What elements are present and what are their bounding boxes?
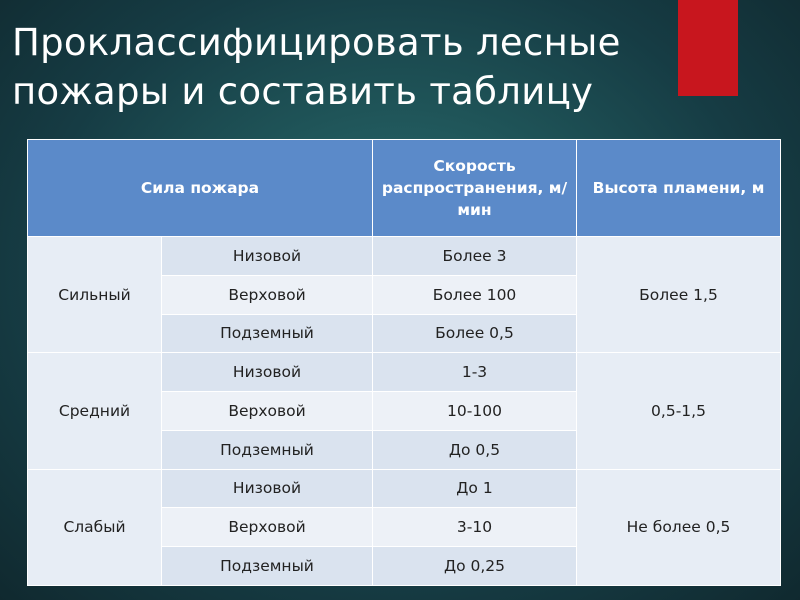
fire-type-cell: Низовой	[162, 237, 373, 276]
strength-cell-medium: Средний	[28, 353, 162, 469]
header-flame-height: Высота пламени, м	[577, 140, 781, 237]
table-header-row	[28, 140, 781, 237]
height-cell-medium: 0,5-1,5	[577, 353, 781, 469]
fire-type-cell: Подземный	[162, 430, 373, 469]
table-row	[28, 469, 781, 508]
speed-cell: Более 3	[373, 237, 577, 276]
header-fire-strength: Сила пожара	[28, 140, 373, 237]
title-line-1: Проклассифицировать лесные	[12, 21, 621, 64]
height-cell-strong: Более 1,5	[577, 237, 781, 353]
speed-cell: 10-100	[373, 392, 577, 431]
speed-cell: До 0,25	[373, 547, 577, 586]
fire-classification-table-container	[27, 139, 780, 586]
speed-cell: Более 100	[373, 275, 577, 314]
speed-cell: 3-10	[373, 508, 577, 547]
speed-cell: Более 0,5	[373, 314, 577, 353]
title-line-2: пожары и составить таблицу	[12, 70, 594, 113]
slide-title	[12, 18, 712, 116]
fire-type-cell: Подземный	[162, 547, 373, 586]
fire-type-cell: Подземный	[162, 314, 373, 353]
strength-cell-strong: Сильный	[28, 237, 162, 353]
fire-type-cell: Верховой	[162, 275, 373, 314]
fire-type-cell: Верховой	[162, 392, 373, 431]
speed-cell: До 1	[373, 469, 577, 508]
height-cell-weak: Не более 0,5	[577, 469, 781, 585]
fire-type-cell: Верховой	[162, 508, 373, 547]
strength-cell-weak: Слабый	[28, 469, 162, 585]
speed-cell: До 0,5	[373, 430, 577, 469]
speed-cell: 1-3	[373, 353, 577, 392]
table-row	[28, 237, 781, 276]
header-spread-speed: Скорость распространения, м/мин	[373, 140, 577, 237]
fire-type-cell: Низовой	[162, 469, 373, 508]
fire-classification-table	[27, 139, 781, 586]
table-row	[28, 353, 781, 392]
fire-type-cell: Низовой	[162, 353, 373, 392]
